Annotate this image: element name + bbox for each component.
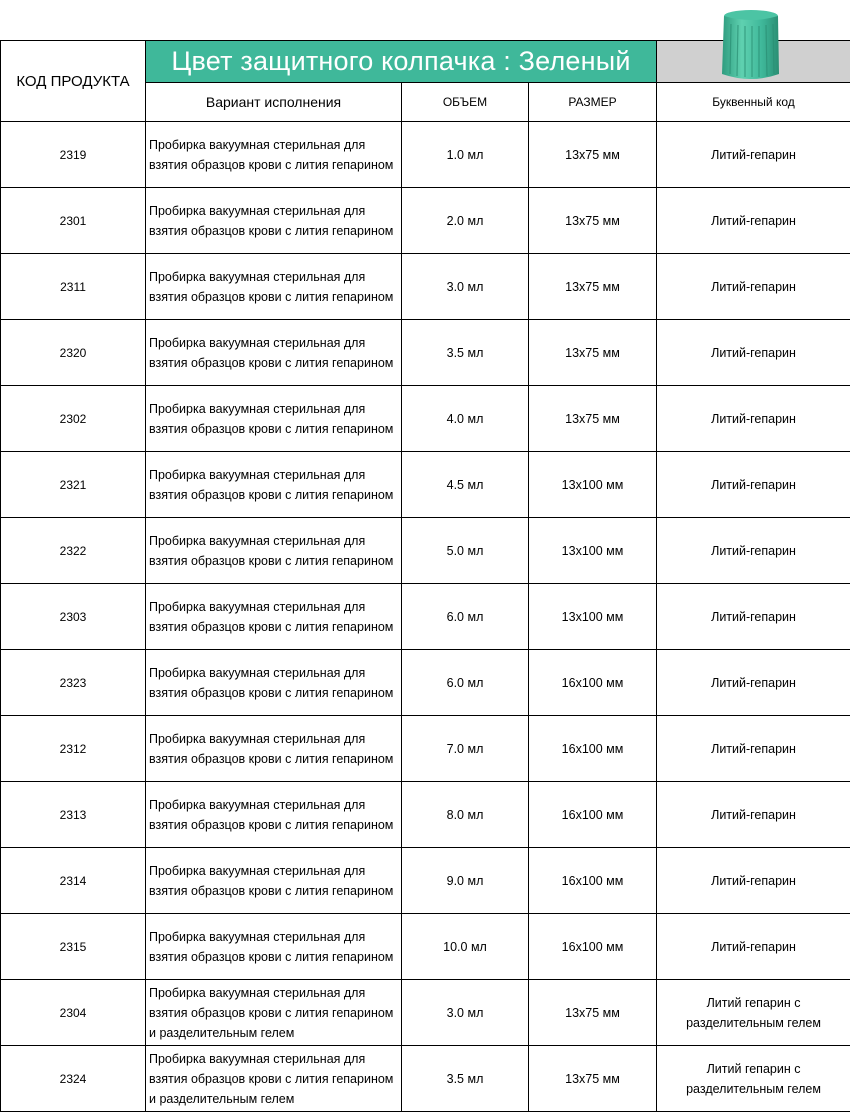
product-code-cell: 2303: [1, 584, 146, 650]
size-cell: 13х100 мм: [529, 584, 657, 650]
letter-code-cell: Литий-гепарин: [657, 848, 850, 914]
table-row: [1, 914, 850, 980]
variant-description-cell: Пробирка вакуумная стерильная для взятия образцов крови с лития гепарином: [146, 122, 402, 188]
table-row: [1, 320, 850, 386]
product-code-cell: 2319: [1, 122, 146, 188]
table-row: [1, 980, 850, 1046]
variant-description-cell: Пробирка вакуумная стерильная для взятия образцов крови с лития гепарином: [146, 254, 402, 320]
volume-cell: 6.0 мл: [402, 650, 529, 716]
table-row: [1, 584, 850, 650]
letter-code-cell: Литий гепарин с разделительным гелем: [657, 1046, 850, 1112]
product-code-cell: 2320: [1, 320, 146, 386]
volume-cell: 1.0 мл: [402, 122, 529, 188]
variant-description-cell: Пробирка вакуумная стерильная для взятия образцов крови с лития гепарином и разделительным гелем: [146, 1046, 402, 1112]
volume-cell: 10.0 мл: [402, 914, 529, 980]
table-body: [1, 122, 850, 1112]
variant-description-cell: Пробирка вакуумная стерильная для взятия образцов крови с лития гепарином: [146, 914, 402, 980]
cap-color-title: Цвет защитного колпачка : Зеленый: [146, 41, 657, 83]
column-header-letter-code: Буквенный код: [657, 82, 850, 122]
letter-code-cell: Литий-гепарин: [657, 782, 850, 848]
volume-cell: 4.0 мл: [402, 386, 529, 452]
volume-cell: 7.0 мл: [402, 716, 529, 782]
table-row: [1, 254, 850, 320]
size-cell: 16х100 мм: [529, 848, 657, 914]
volume-cell: 3.5 мл: [402, 1046, 529, 1112]
letter-code-cell: Литий-гепарин: [657, 386, 850, 452]
column-header-volume: ОБЪЕМ: [402, 82, 529, 122]
letter-code-cell: Литий-гепарин: [657, 716, 850, 782]
volume-cell: 2.0 мл: [402, 188, 529, 254]
size-cell: 13х75 мм: [529, 188, 657, 254]
volume-cell: 3.0 мл: [402, 254, 529, 320]
variant-description-cell: Пробирка вакуумная стерильная для взятия образцов крови с лития гепарином: [146, 584, 402, 650]
product-table: [0, 40, 850, 1112]
letter-code-cell: Литий-гепарин: [657, 650, 850, 716]
table-row: [1, 518, 850, 584]
volume-cell: 8.0 мл: [402, 782, 529, 848]
product-code-cell: 2311: [1, 254, 146, 320]
variant-description-cell: Пробирка вакуумная стерильная для взятия образцов крови с лития гепарином: [146, 782, 402, 848]
letter-code-cell: Литий гепарин с разделительным гелем: [657, 980, 850, 1046]
variant-description-cell: Пробирка вакуумная стерильная для взятия образцов крови с лития гепарином: [146, 848, 402, 914]
variant-description-cell: Пробирка вакуумная стерильная для взятия образцов крови с лития гепарином: [146, 386, 402, 452]
table-row: [1, 848, 850, 914]
table-row: [1, 122, 850, 188]
product-code-cell: 2323: [1, 650, 146, 716]
product-code-cell: 2302: [1, 386, 146, 452]
product-code-cell: 2322: [1, 518, 146, 584]
letter-code-cell: Литий-гепарин: [657, 122, 850, 188]
table-row: [1, 386, 850, 452]
product-code-cell: 2304: [1, 980, 146, 1046]
letter-code-cell: Литий-гепарин: [657, 188, 850, 254]
product-code-cell: 2321: [1, 452, 146, 518]
size-cell: 13х75 мм: [529, 122, 657, 188]
table-row: [1, 782, 850, 848]
volume-cell: 4.5 мл: [402, 452, 529, 518]
volume-cell: 3.0 мл: [402, 980, 529, 1046]
table-row: [1, 188, 850, 254]
table-row: [1, 716, 850, 782]
size-cell: 13х75 мм: [529, 980, 657, 1046]
letter-code-cell: Литий-гепарин: [657, 518, 850, 584]
letter-code-cell: Литий-гепарин: [657, 254, 850, 320]
size-cell: 16х100 мм: [529, 716, 657, 782]
product-code-cell: 2314: [1, 848, 146, 914]
product-code-cell: 2312: [1, 716, 146, 782]
product-code-cell: 2324: [1, 1046, 146, 1112]
letter-code-cell: Литий-гепарин: [657, 914, 850, 980]
volume-cell: 6.0 мл: [402, 584, 529, 650]
size-cell: 13х75 мм: [529, 1046, 657, 1112]
size-cell: 13х100 мм: [529, 518, 657, 584]
variant-description-cell: Пробирка вакуумная стерильная для взятия образцов крови с лития гепарином: [146, 716, 402, 782]
variant-description-cell: Пробирка вакуумная стерильная для взятия образцов крови с лития гепарином: [146, 320, 402, 386]
size-cell: 16х100 мм: [529, 914, 657, 980]
product-code-cell: 2313: [1, 782, 146, 848]
size-cell: 16х100 мм: [529, 782, 657, 848]
variant-description-cell: Пробирка вакуумная стерильная для взятия образцов крови с лития гепарином и разделительным гелем: [146, 980, 402, 1046]
green-tube-cap-icon: [713, 4, 793, 84]
table-row: [1, 650, 850, 716]
table-row: [1, 452, 850, 518]
volume-cell: 3.5 мл: [402, 320, 529, 386]
variant-description-cell: Пробирка вакуумная стерильная для взятия образцов крови с лития гепарином: [146, 518, 402, 584]
product-code-header: КОД ПРОДУКТА: [1, 41, 146, 122]
size-cell: 13х75 мм: [529, 386, 657, 452]
product-code-cell: 2301: [1, 188, 146, 254]
size-cell: 13х75 мм: [529, 254, 657, 320]
volume-cell: 5.0 мл: [402, 518, 529, 584]
letter-code-cell: Литий-гепарин: [657, 584, 850, 650]
variant-description-cell: Пробирка вакуумная стерильная для взятия образцов крови с лития гепарином: [146, 188, 402, 254]
size-cell: 13х100 мм: [529, 452, 657, 518]
column-header-size: РАЗМЕР: [529, 82, 657, 122]
variant-description-cell: Пробирка вакуумная стерильная для взятия образцов крови с лития гепарином: [146, 452, 402, 518]
letter-code-cell: Литий-гепарин: [657, 320, 850, 386]
volume-cell: 9.0 мл: [402, 848, 529, 914]
size-cell: 16х100 мм: [529, 650, 657, 716]
variant-description-cell: Пробирка вакуумная стерильная для взятия образцов крови с лития гепарином: [146, 650, 402, 716]
letter-code-cell: Литий-гепарин: [657, 452, 850, 518]
size-cell: 13х75 мм: [529, 320, 657, 386]
table-row: [1, 1046, 850, 1112]
column-header-variant: Вариант исполнения: [146, 82, 402, 122]
product-code-cell: 2315: [1, 914, 146, 980]
